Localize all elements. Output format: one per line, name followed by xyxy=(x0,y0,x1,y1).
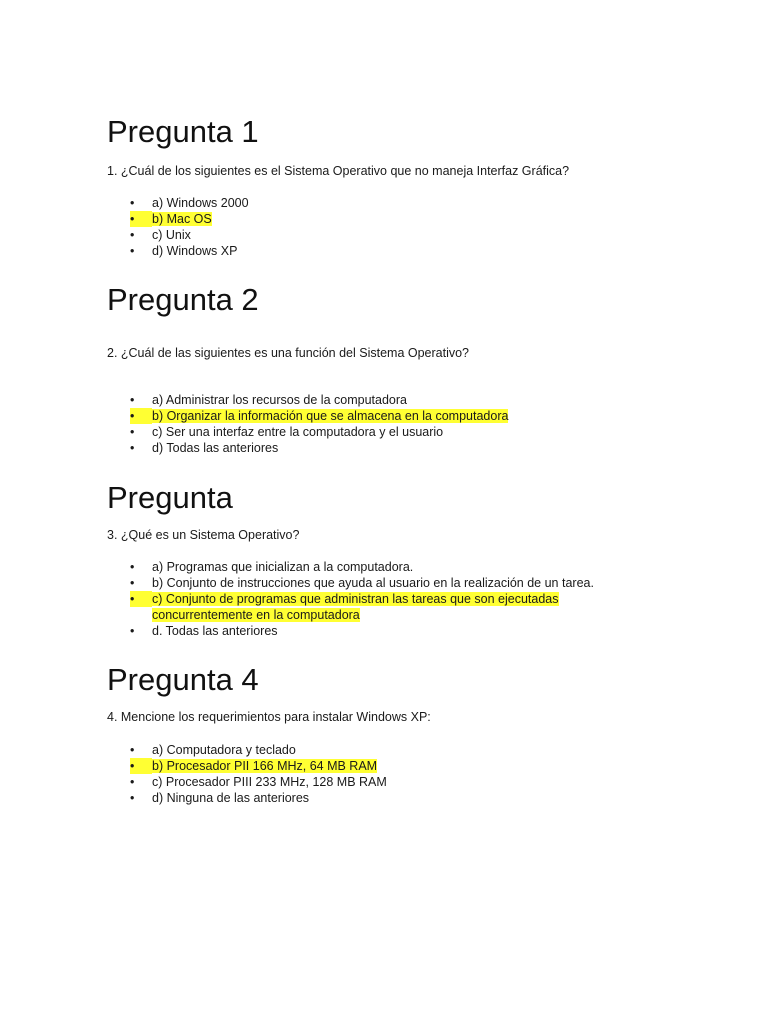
option-item xyxy=(130,575,710,591)
option-item xyxy=(130,623,710,639)
bullet-icon: • xyxy=(130,228,135,242)
option-item xyxy=(130,742,710,758)
bullet-icon: • xyxy=(130,244,135,258)
option-text: a) Administrar los recursos de la computadora xyxy=(152,393,407,407)
bullet-icon: • xyxy=(130,624,135,638)
option-item xyxy=(130,243,710,259)
question-section-3 xyxy=(107,480,727,638)
options-list xyxy=(130,392,710,456)
option-item xyxy=(130,774,710,790)
question-text: 1. ¿Cuál de los siguientes es el Sistema Operativo que no maneja Interfaz Gráfica? xyxy=(107,164,570,178)
option-text: a) Computadora y teclado xyxy=(152,743,296,757)
options-list xyxy=(130,195,710,259)
bullet-icon: • xyxy=(130,393,135,407)
option-item xyxy=(130,591,710,623)
bullet-icon: • xyxy=(130,591,152,607)
option-text: c) Unix xyxy=(152,228,191,242)
option-text: d) Ninguna de las anteriores xyxy=(152,791,310,805)
option-item xyxy=(130,758,710,774)
option-item xyxy=(130,424,710,440)
section-heading: Pregunta 1 xyxy=(107,114,259,149)
bullet-icon: • xyxy=(130,441,135,455)
section-heading: Pregunta xyxy=(107,480,233,515)
option-text-highlighted: b) Mac OS xyxy=(152,212,212,226)
option-text: c) Procesador PIII 233 MHz, 128 MB RAM xyxy=(152,775,387,789)
option-item xyxy=(130,195,710,211)
bullet-icon: • xyxy=(130,560,135,574)
option-text: d. Todas las anteriores xyxy=(152,624,278,638)
option-item xyxy=(130,392,710,408)
bullet-icon: • xyxy=(130,791,135,805)
option-item xyxy=(130,790,710,806)
bullet-icon: • xyxy=(130,196,135,210)
options-list xyxy=(130,742,710,806)
question-section-1 xyxy=(107,114,727,258)
question-text: 3. ¿Qué es un Sistema Operativo? xyxy=(107,528,300,542)
option-text-highlighted: b) Organizar la información que se almacena en la computadora xyxy=(152,409,509,423)
option-text: d) Todas las anteriores xyxy=(152,441,279,455)
bullet-icon: • xyxy=(130,758,152,774)
options-list xyxy=(130,559,710,639)
question-section-4 xyxy=(107,662,727,805)
bullet-icon: • xyxy=(130,408,152,424)
bullet-icon: • xyxy=(130,576,135,590)
bullet-icon: • xyxy=(130,743,135,757)
option-text-highlighted: b) Procesador PII 166 MHz, 64 MB RAM xyxy=(152,759,378,773)
option-item xyxy=(130,408,710,424)
question-text: 2. ¿Cuál de las siguientes es una función del Sistema Operativo? xyxy=(107,346,470,360)
bullet-icon: • xyxy=(130,775,135,789)
question-section-2 xyxy=(107,282,727,455)
bullet-icon: • xyxy=(130,211,152,227)
option-text: a) Programas que inicializan a la computadora. xyxy=(152,560,414,574)
section-heading: Pregunta 2 xyxy=(107,282,259,317)
option-item xyxy=(130,440,710,456)
option-text-highlighted: c) Conjunto de programas que administran las tareas que son ejecutadas xyxy=(152,592,559,606)
question-text: 4. Mencione los requerimientos para instalar Windows XP: xyxy=(107,710,431,724)
bullet-icon: • xyxy=(130,425,135,439)
option-text: b) Conjunto de instrucciones que ayuda al usuario en la realización de un tarea. xyxy=(152,576,594,590)
option-text: a) Windows 2000 xyxy=(152,196,249,210)
option-item xyxy=(130,559,710,575)
option-text: d) Windows XP xyxy=(152,244,238,258)
option-item xyxy=(130,211,710,227)
option-text-highlighted-line-2: concurrentemente en la computadora xyxy=(152,608,360,622)
option-item xyxy=(130,227,710,243)
option-text: c) Ser una interfaz entre la computadora y el usuario xyxy=(152,425,444,439)
section-heading: Pregunta 4 xyxy=(107,662,259,697)
